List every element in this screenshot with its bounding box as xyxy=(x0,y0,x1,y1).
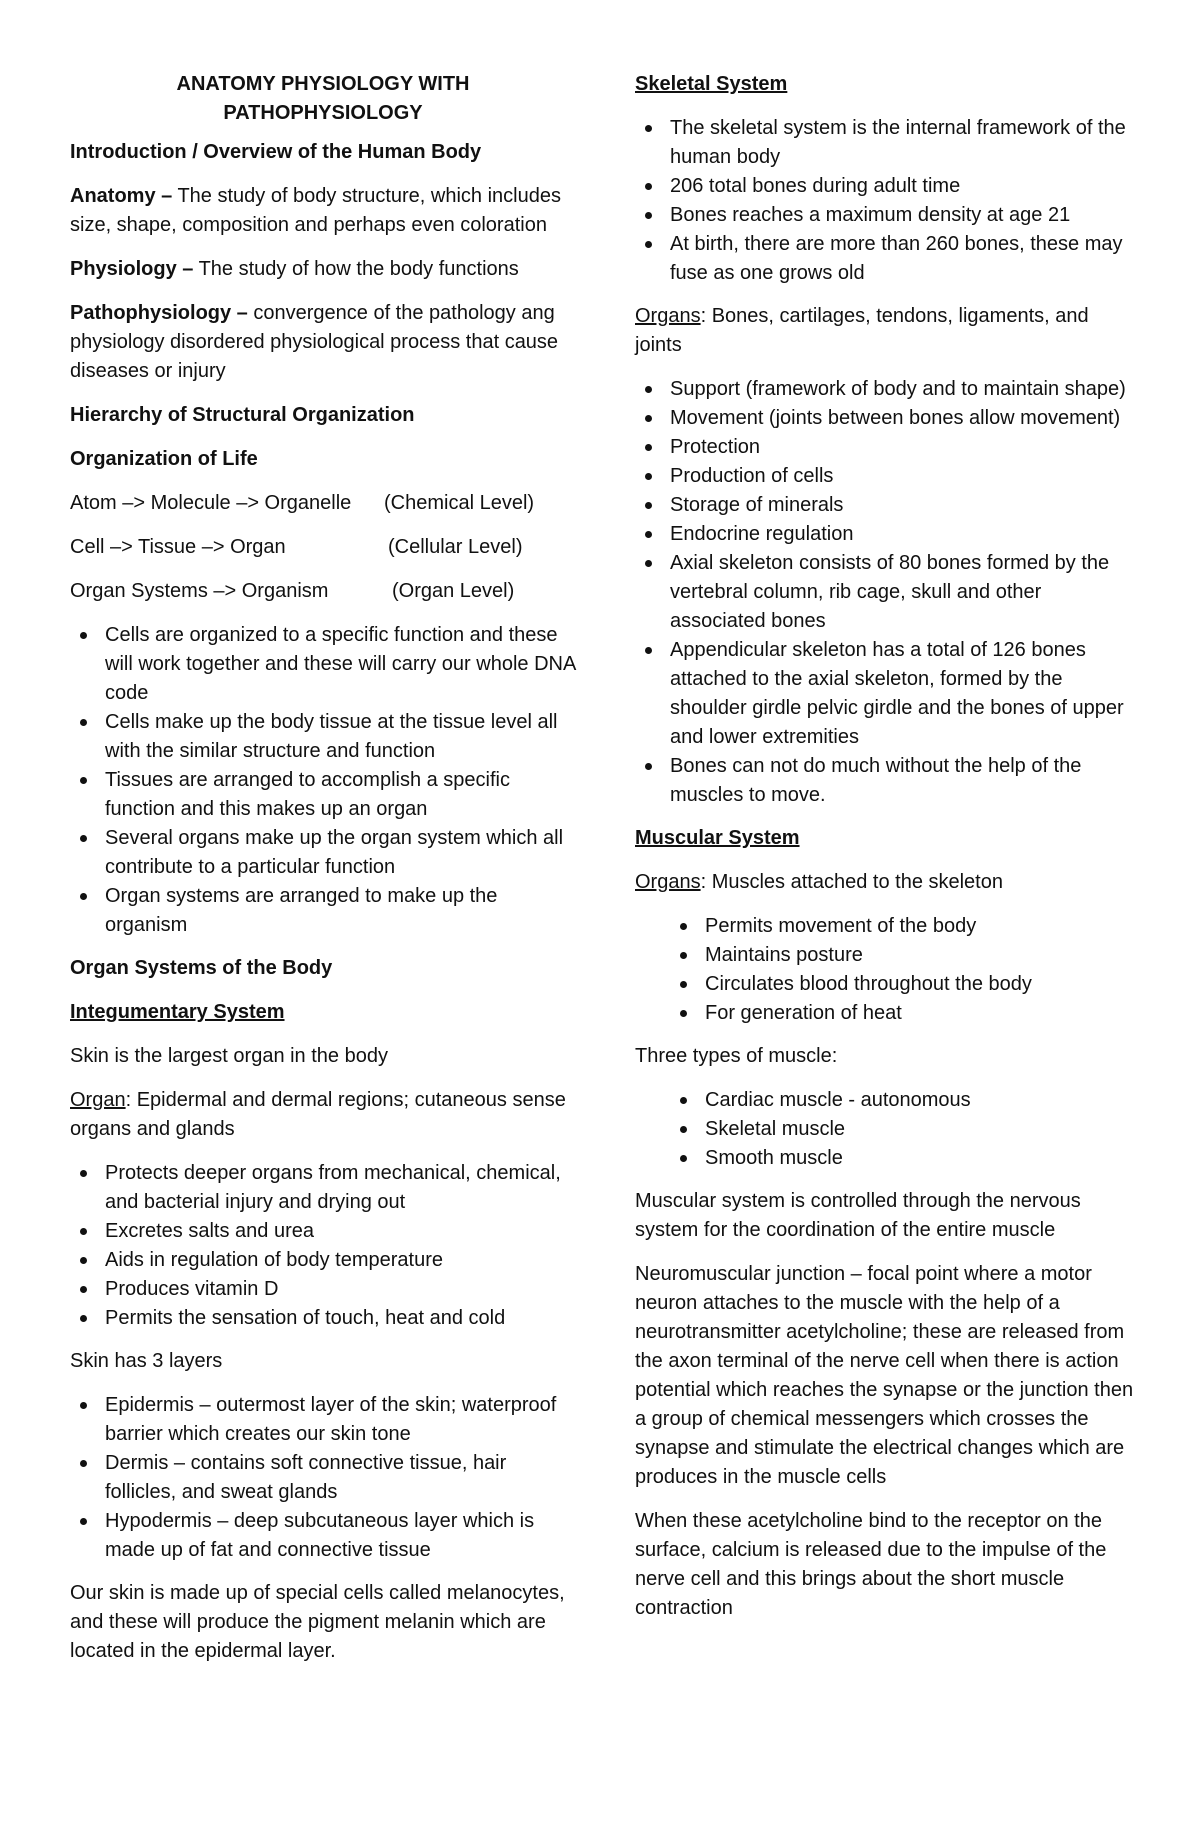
pathophysiology-term: Pathophysiology – xyxy=(70,302,248,324)
document-title xyxy=(70,70,576,128)
pathophysiology-text: convergence of the pathology ang physiology disordered physiological process that cause diseases or injury xyxy=(70,302,559,382)
pathophysiology-definition xyxy=(70,299,576,386)
organ-systems-heading: Organ Systems of the Body xyxy=(70,957,333,979)
title-line-1: ANATOMY PHYSIOLOGY WITH xyxy=(176,73,470,95)
muscle-types-list xyxy=(635,1086,1140,1173)
list-item: Excretes salts and urea xyxy=(105,1217,576,1246)
right-column xyxy=(635,70,1140,1638)
list-item: Endocrine regulation xyxy=(670,520,1140,549)
organ-label: Organ xyxy=(70,1089,126,1111)
title-line-2: PATHOPHYSIOLOGY xyxy=(223,102,423,124)
list-item: Skeletal muscle xyxy=(705,1115,1140,1144)
skin-layers-intro: Skin has 3 layers xyxy=(70,1350,223,1372)
organization-of-life-heading: Organization of Life xyxy=(70,448,258,470)
list-item: The skeletal system is the internal framework of the human body xyxy=(670,114,1140,172)
level-row-cellular xyxy=(70,533,576,562)
list-item: Tissues are arranged to accomplish a specific function and this makes up an organ xyxy=(105,766,576,824)
list-item: Aids in regulation of body temperature xyxy=(105,1246,576,1275)
physiology-text: The study of how the body functions xyxy=(193,258,519,280)
skin-layers-list xyxy=(70,1391,576,1565)
physiology-definition xyxy=(70,255,576,284)
intro-heading: Introduction / Overview of the Human Body xyxy=(70,141,482,163)
anatomy-term: Anatomy – xyxy=(70,185,173,207)
muscle-types-intro: Three types of muscle: xyxy=(635,1045,838,1067)
list-item: Produces vitamin D xyxy=(105,1275,576,1304)
integumentary-heading: Integumentary System xyxy=(70,1001,285,1023)
list-item: Appendicular skeleton has a total of 126 bones attached to the axial skeleton, formed by the shoulder girdle pelvic girdle and the bones of upper and lower extremities xyxy=(670,636,1140,752)
melanocytes-paragraph: Our skin is made up of special cells called melanocytes, and these will produce the pigment melanin which are located in the epidermal layer. xyxy=(70,1582,565,1662)
list-item: Organ systems are arranged to make up the organism xyxy=(105,882,576,940)
organs-label: Organs xyxy=(635,305,701,327)
organs-label: Organs xyxy=(635,871,701,893)
skeletal-heading: Skeletal System xyxy=(635,73,788,95)
level-chain: Atom –> Molecule –> Organelle xyxy=(70,492,352,514)
list-item: Cells make up the body tissue at the tissue level all with the similar structure and function xyxy=(105,708,576,766)
list-item: Permits movement of the body xyxy=(705,912,1140,941)
level-row-chemical xyxy=(70,489,576,518)
list-item: Epidermis – outermost layer of the skin; waterproof barrier which creates our skin tone xyxy=(105,1391,576,1449)
level-chain: Organ Systems –> Organism xyxy=(70,580,329,602)
list-item: Bones can not do much without the help of the muscles to move. xyxy=(670,752,1140,810)
list-item: Storage of minerals xyxy=(670,491,1140,520)
list-item: For generation of heat xyxy=(705,999,1140,1028)
anatomy-definition xyxy=(70,182,576,240)
muscular-control-paragraph: Muscular system is controlled through the nervous system for the coordination of the entire muscle xyxy=(635,1190,1081,1241)
physiology-term: Physiology – xyxy=(70,258,194,280)
level-label: (Cellular Level) xyxy=(388,536,523,558)
skeletal-functions xyxy=(635,375,1140,810)
integumentary-intro: Skin is the largest organ in the body xyxy=(70,1045,388,1067)
level-label: (Organ Level) xyxy=(392,580,515,602)
list-item: Movement (joints between bones allow movement) xyxy=(670,404,1140,433)
level-row-organ xyxy=(70,577,576,606)
integumentary-organ xyxy=(70,1086,576,1144)
organization-bullets xyxy=(70,621,576,940)
integumentary-bullets xyxy=(70,1159,576,1333)
muscular-bullets xyxy=(635,912,1140,1028)
list-item: Bones reaches a maximum density at age 21 xyxy=(670,201,1140,230)
neuromuscular-junction-paragraph: Neuromuscular junction – focal point where a motor neuron attaches to the muscle with the help of a neurotransmitter acetylcholine; these are released from the axon terminal of the nerve cell when there is action potential which reaches the synapse or the junction then a group of chemical messengers which crosses the synapse and stimulate the electrical changes which are produces in the muscle cells xyxy=(635,1263,1134,1488)
list-item: Support (framework of body and to maintain shape) xyxy=(670,375,1140,404)
muscular-organs xyxy=(635,868,1140,897)
anatomy-text: The study of body structure, which includes size, shape, composition and perhaps even coloration xyxy=(70,185,561,236)
list-item: Cells are organized to a specific function and these will work together and these will carry our whole DNA code xyxy=(105,621,576,708)
list-item: Maintains posture xyxy=(705,941,1140,970)
list-item: At birth, there are more than 260 bones, these may fuse as one grows old xyxy=(670,230,1140,288)
hierarchy-heading: Hierarchy of Structural Organization xyxy=(70,404,415,426)
organ-text: : Epidermal and dermal regions; cutaneous sense organs and glands xyxy=(70,1089,566,1140)
acetylcholine-paragraph: When these acetylcholine bind to the receptor on the surface, calcium is released due to the impulse of the nerve cell and this brings about the short muscle contraction xyxy=(635,1510,1107,1619)
left-column xyxy=(70,70,576,1681)
list-item: Cardiac muscle - autonomous xyxy=(705,1086,1140,1115)
list-item: Circulates blood throughout the body xyxy=(705,970,1140,999)
skeletal-organs xyxy=(635,302,1140,360)
list-item: Protects deeper organs from mechanical, chemical, and bacterial injury and drying out xyxy=(105,1159,576,1217)
list-item: 206 total bones during adult time xyxy=(670,172,1140,201)
list-item: Hypodermis – deep subcutaneous layer which is made up of fat and connective tissue xyxy=(105,1507,576,1565)
list-item: Permits the sensation of touch, heat and cold xyxy=(105,1304,576,1333)
level-label: (Chemical Level) xyxy=(384,492,535,514)
skeletal-bullets xyxy=(635,114,1140,288)
level-chain: Cell –> Tissue –> Organ xyxy=(70,536,286,558)
muscular-heading: Muscular System xyxy=(635,827,800,849)
list-item: Production of cells xyxy=(670,462,1140,491)
list-item: Dermis – contains soft connective tissue, hair follicles, and sweat glands xyxy=(105,1449,576,1507)
organs-text: : Bones, cartilages, tendons, ligaments, and joints xyxy=(635,305,1089,356)
list-item: Protection xyxy=(670,433,1140,462)
list-item: Several organs make up the organ system which all contribute to a particular function xyxy=(105,824,576,882)
list-item: Axial skeleton consists of 80 bones formed by the vertebral column, rib cage, skull and other associated bones xyxy=(670,549,1140,636)
list-item: Smooth muscle xyxy=(705,1144,1140,1173)
organs-text: : Muscles attached to the skeleton xyxy=(700,871,1003,893)
